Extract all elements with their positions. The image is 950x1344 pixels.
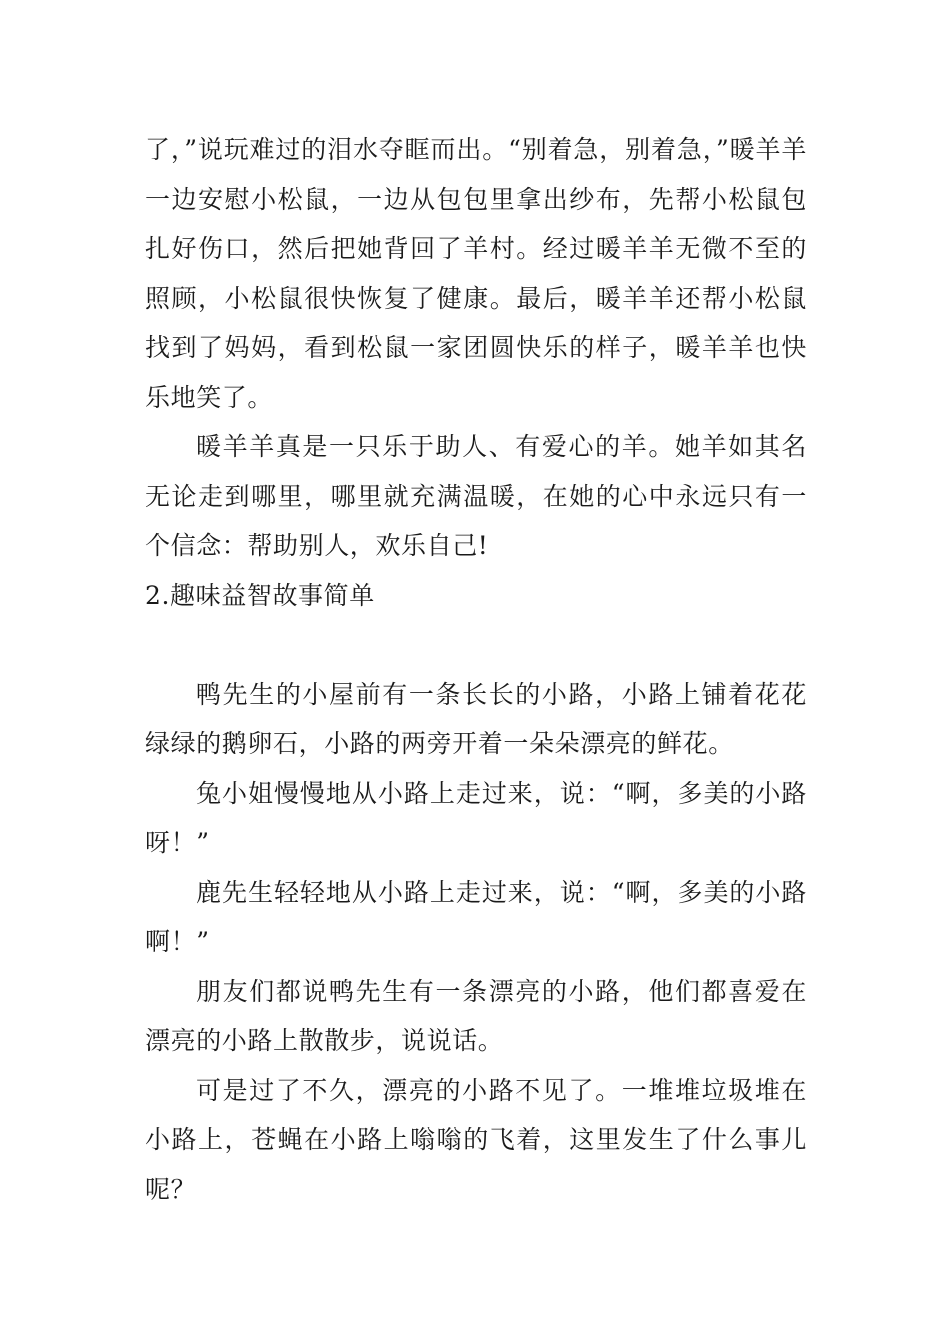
paragraph: 鸭先生的小屋前有一条长长的小路，小路上铺着花花绿绿的鹅卵石，小路的两旁开着一朵朵漂亮的鲜花。 xyxy=(145,679,807,758)
paragraph: 可是过了不久，漂亮的小路不见了。一堆堆垃圾堆在小路上，苍蝇在小路上嗡嗡的飞着，这里发生了什么事儿呢？ xyxy=(145,1075,807,1204)
paragraph: 暖羊羊真是一只乐于助人、有爱心的羊。她羊如其名无论走到哪里，哪里就充满温暖，在她的心中永远只有一个信念：帮助别人，欢乐自己! xyxy=(145,432,807,560)
document-page xyxy=(145,125,807,1214)
blank-line xyxy=(145,620,807,670)
paragraph: 朋友们都说鸭先生有一条漂亮的小路，他们都喜爱在漂亮的小路上散散步，说说话。 xyxy=(145,976,807,1055)
paragraph: 了，”说玩难过的泪水夺眶而出。“别着急，别着急，”暖羊羊一边安慰小松鼠，一边从包包里拿出纱布，先帮小松鼠包扎好伤口，然后把她背回了羊村。经过暖羊羊无微不至的照顾，小松鼠很快恢复了健康。最后，暖羊羊还帮小松鼠找到了妈妈，看到松鼠一家团圆快乐的样子，暖羊羊也快乐地笑了。 xyxy=(145,135,807,412)
paragraph: 兔小姐慢慢地从小路上走过来，说：“啊，多美的小路呀！” xyxy=(145,778,807,857)
paragraph: 鹿先生轻轻地从小路上走过来，说：“啊，多美的小路啊！” xyxy=(145,877,807,956)
section-heading: 2.趣味益智故事简单 xyxy=(145,580,375,610)
